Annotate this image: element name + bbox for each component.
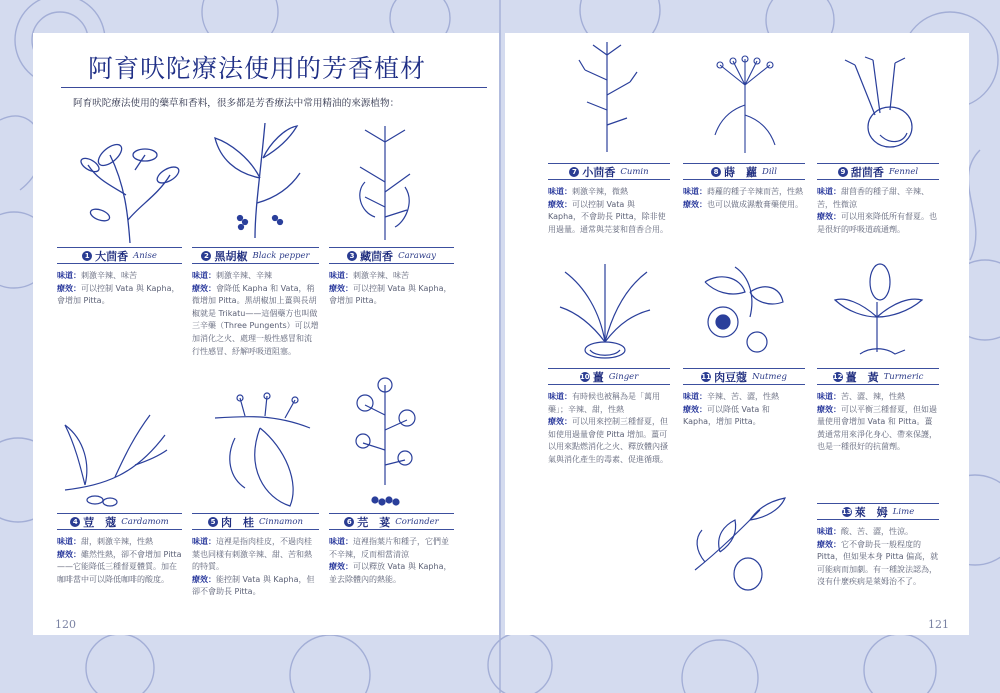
herb-effect: 可以釋放 Vata 與 Kapha，並去除體內的熱能。 [329,562,452,584]
herb-number: 13 [841,507,852,516]
taste-label: 味道： [57,537,81,546]
cinnamon-illustration [205,388,320,508]
herb-number: 6 [344,517,354,527]
herb-name-en: Cardamom [121,516,169,527]
herb-ginger [548,368,670,467]
effect-label: 療效： [817,539,841,549]
anise-illustration [80,125,180,245]
herb-number: 10 [579,372,590,381]
caraway-illustration [345,122,425,242]
herb-taste: 有時候也被稱為是「萬用藥」；辛辣、甜，性熱 [548,392,660,414]
herb-title-bar [57,247,182,264]
effect-label: 療效： [548,417,572,427]
taste-label: 味道： [57,271,81,280]
herb-number: 3 [347,251,357,261]
herb-number: 11 [701,372,711,381]
herb-number: 4 [70,517,80,527]
herb-nutmeg [683,368,805,429]
herb-title-bar [57,513,182,530]
effect-label: 療效： [817,212,841,222]
taste-label: 味道： [683,187,707,196]
taste-label: 味道： [817,527,841,536]
herb-taste: 苦、澀、辣，性熱 [841,392,905,401]
herb-name-zh: 薑 黃 [845,370,879,384]
taste-label: 味道： [817,392,841,401]
effect-label: 療效： [683,199,707,209]
herb-effect: 可以用來控制三種督夏，但如使用過量會使 Pitta 增加。薑可以用來點燃消化之火、釋放體內搔氣與消化產生的毒素、促進循環。 [548,417,668,464]
herb-name-en: Cinnamon [259,516,303,527]
herb-cumin [548,163,670,236]
herb-taste: 刺激辛辣、味苦 [81,271,137,280]
taste-label: 味道： [548,392,572,401]
herb-name-zh: 藏茴香 [360,249,394,263]
herb-name-zh: 黑胡椒 [214,249,248,263]
herb-title-bar [683,368,805,385]
herb-taste: 酸、苦、澀，性涼。 [841,527,913,536]
effect-label: 療效： [817,404,841,414]
taste-label: 味道： [548,187,572,196]
herb-black-pepper [192,247,319,358]
herb-name-en: Dill [762,166,777,177]
herb-anise [57,247,182,308]
taste-label: 味道： [817,187,841,196]
herb-title-bar [192,513,319,530]
herb-name-zh: 小茴香 [582,165,616,179]
herb-turmeric [817,368,939,454]
taste-label: 味道： [329,271,353,280]
herb-taste: 刺激辛辣、辛辣 [216,271,272,280]
herb-number: 12 [832,372,843,381]
herb-number: 7 [569,167,579,177]
herb-name-en: Coriander [395,516,439,527]
herb-name-zh: 蒔 蘿 [724,165,757,179]
herb-name-zh: 荳 蔻 [83,515,117,529]
herb-name-zh: 大茴香 [95,249,129,263]
herb-taste: 甜，刺激辛辣，性熱 [81,537,153,546]
herb-effect: 會降低 Kapha 和 Vata，稍微增加 Pitta。黑胡椒加上薑與長胡椒就是 Trikatu——這個藥方也叫做三辛藥（Three Pungents）可以增加消化之火、處理一般性感冒和流行性感冒、紓解呼吸道阻塞。 [192,283,319,356]
herb-effect: 可以控制 Vata 與 Kapha，不會助長 Pitta，除非使用過量。通常與芫荽和茴香合用。 [548,199,668,234]
herb-title-bar [329,247,454,264]
herb-taste: 這裡是指肉桂皮，不過肉桂葉也同樣有刺激辛辣、甜、苦和熱的特質。 [192,537,312,572]
herb-name-zh: 甜茴香 [850,165,884,179]
black-pepper-illustration [205,118,305,243]
herb-effect: 可以降低 Vata 和 Kapha，增加 Pitta。 [683,404,770,427]
fennel-illustration [835,55,920,155]
herb-effect: 可以平衡三種督夏，但如過量使用會增加 Vata 和 Pitta。薑黃通常用來淨化身心、帶來保護，也是一種很好的抗菌劑。 [817,404,937,452]
herb-taste: 辛辣、苦、澀，性熱 [707,392,779,401]
herb-effect: 可以控制 Vata 與 Kapha，會增加 Pitta。 [329,283,452,306]
taste-label: 味道： [683,392,707,401]
herb-effect: 也可以做成濕敷膏藥使用。 [707,199,803,209]
herb-title-bar [683,163,805,180]
herb-cinnamon [192,513,319,599]
cumin-illustration [575,40,640,155]
herb-title-bar [817,503,939,520]
herb-name-en: Caraway [398,250,436,261]
herb-fennel [817,163,939,236]
herb-caraway [329,247,454,308]
herb-taste: 甜茴香的種子甜、辛辣、苦，性微涼 [817,187,929,209]
page-title: 阿育吠陀療法使用的芳香植材 [88,54,427,83]
herb-name-zh: 芫 荽 [357,515,391,529]
herb-name-zh: 肉豆蔻 [714,370,748,384]
herb-name-en: Turmeric [883,371,924,382]
nutmeg-illustration [695,262,785,362]
effect-label: 療效： [329,562,353,572]
effect-label: 療效： [57,549,81,559]
page-number-right: 121 [928,618,949,631]
herb-name-en: Anise [133,250,157,261]
herb-effect: 它不會助長一般程度的 Pitta，但如果本身 Pitta 偏高，就可能病而加劇。有一種說法認為，沒有什麼疾病是萊姆治不了。 [817,539,939,587]
dill-illustration [705,55,785,155]
herb-name-en: Fennel [888,166,919,177]
herb-title-bar [548,368,670,385]
herb-taste: 蒔蘿的種子辛辣而苦，性熱 [707,187,803,196]
herb-name-en: Lime [892,506,915,517]
herb-name-en: Nutmeg [752,371,787,382]
herb-number: 2 [201,251,211,261]
coriander-illustration [345,375,425,510]
page-number-left: 120 [55,618,76,631]
herb-taste: 刺激辛辣、味苦 [353,271,409,280]
herb-taste: 刺激辛辣，微熱 [572,187,628,196]
ginger-illustration [555,262,655,362]
intro-text: 阿育吠陀療法使用的藥草和香料，很多都是芳香療法中常用精油的來源植物： [73,98,400,109]
herb-title-bar [192,247,319,264]
herb-name-en: Black pepper [252,250,310,261]
effect-label: 療效： [192,283,216,293]
cardamom-illustration [55,405,170,510]
herb-name-en: Cumin [620,166,649,177]
herb-title-bar [548,163,670,180]
herb-effect: 能控制 Vata 與 Kapha，但卻不會助長 Pitta。 [192,574,315,597]
herb-dill [683,163,805,211]
lime-illustration [690,490,790,600]
herb-taste: 這裡指葉片和種子，它們並不辛辣，反而相當清涼 [329,537,449,559]
herb-number: 5 [208,517,218,527]
herb-effect: 可以用來降低所有督夏。也是很好的呼吸道疏通劑。 [817,212,937,234]
taste-label: 味道： [192,537,216,546]
effect-label: 療效： [683,404,707,414]
herb-cardamom [57,513,182,586]
herb-number: 1 [82,251,92,261]
taste-label: 味道： [329,537,353,546]
herb-number: 8 [711,167,721,177]
turmeric-illustration [830,262,925,362]
herb-lime [817,503,939,589]
effect-label: 療效： [192,574,216,584]
herb-title-bar [817,368,939,385]
title-divider [61,87,487,88]
effect-label: 療效： [57,283,81,293]
herb-effect: 可以控制 Vata 與 Kapha，會增加 Pitta。 [57,283,180,306]
herb-title-bar [329,513,454,530]
herb-name-zh: 薑 [592,370,604,384]
herb-name-en: Ginger [608,371,639,382]
herb-number: 9 [838,167,848,177]
effect-label: 療效： [548,199,572,209]
taste-label: 味道： [192,271,216,280]
herb-name-zh: 萊 姆 [854,505,888,519]
herb-name-zh: 肉 桂 [221,515,255,529]
herb-effect: 雖然性熱，卻不會增加 Pitta——它能降低三種督夏體質。加在咖啡當中可以降低咖啡的酸度。 [57,549,182,584]
herb-coriander [329,513,454,586]
effect-label: 療效： [329,283,353,293]
herb-title-bar [817,163,939,180]
